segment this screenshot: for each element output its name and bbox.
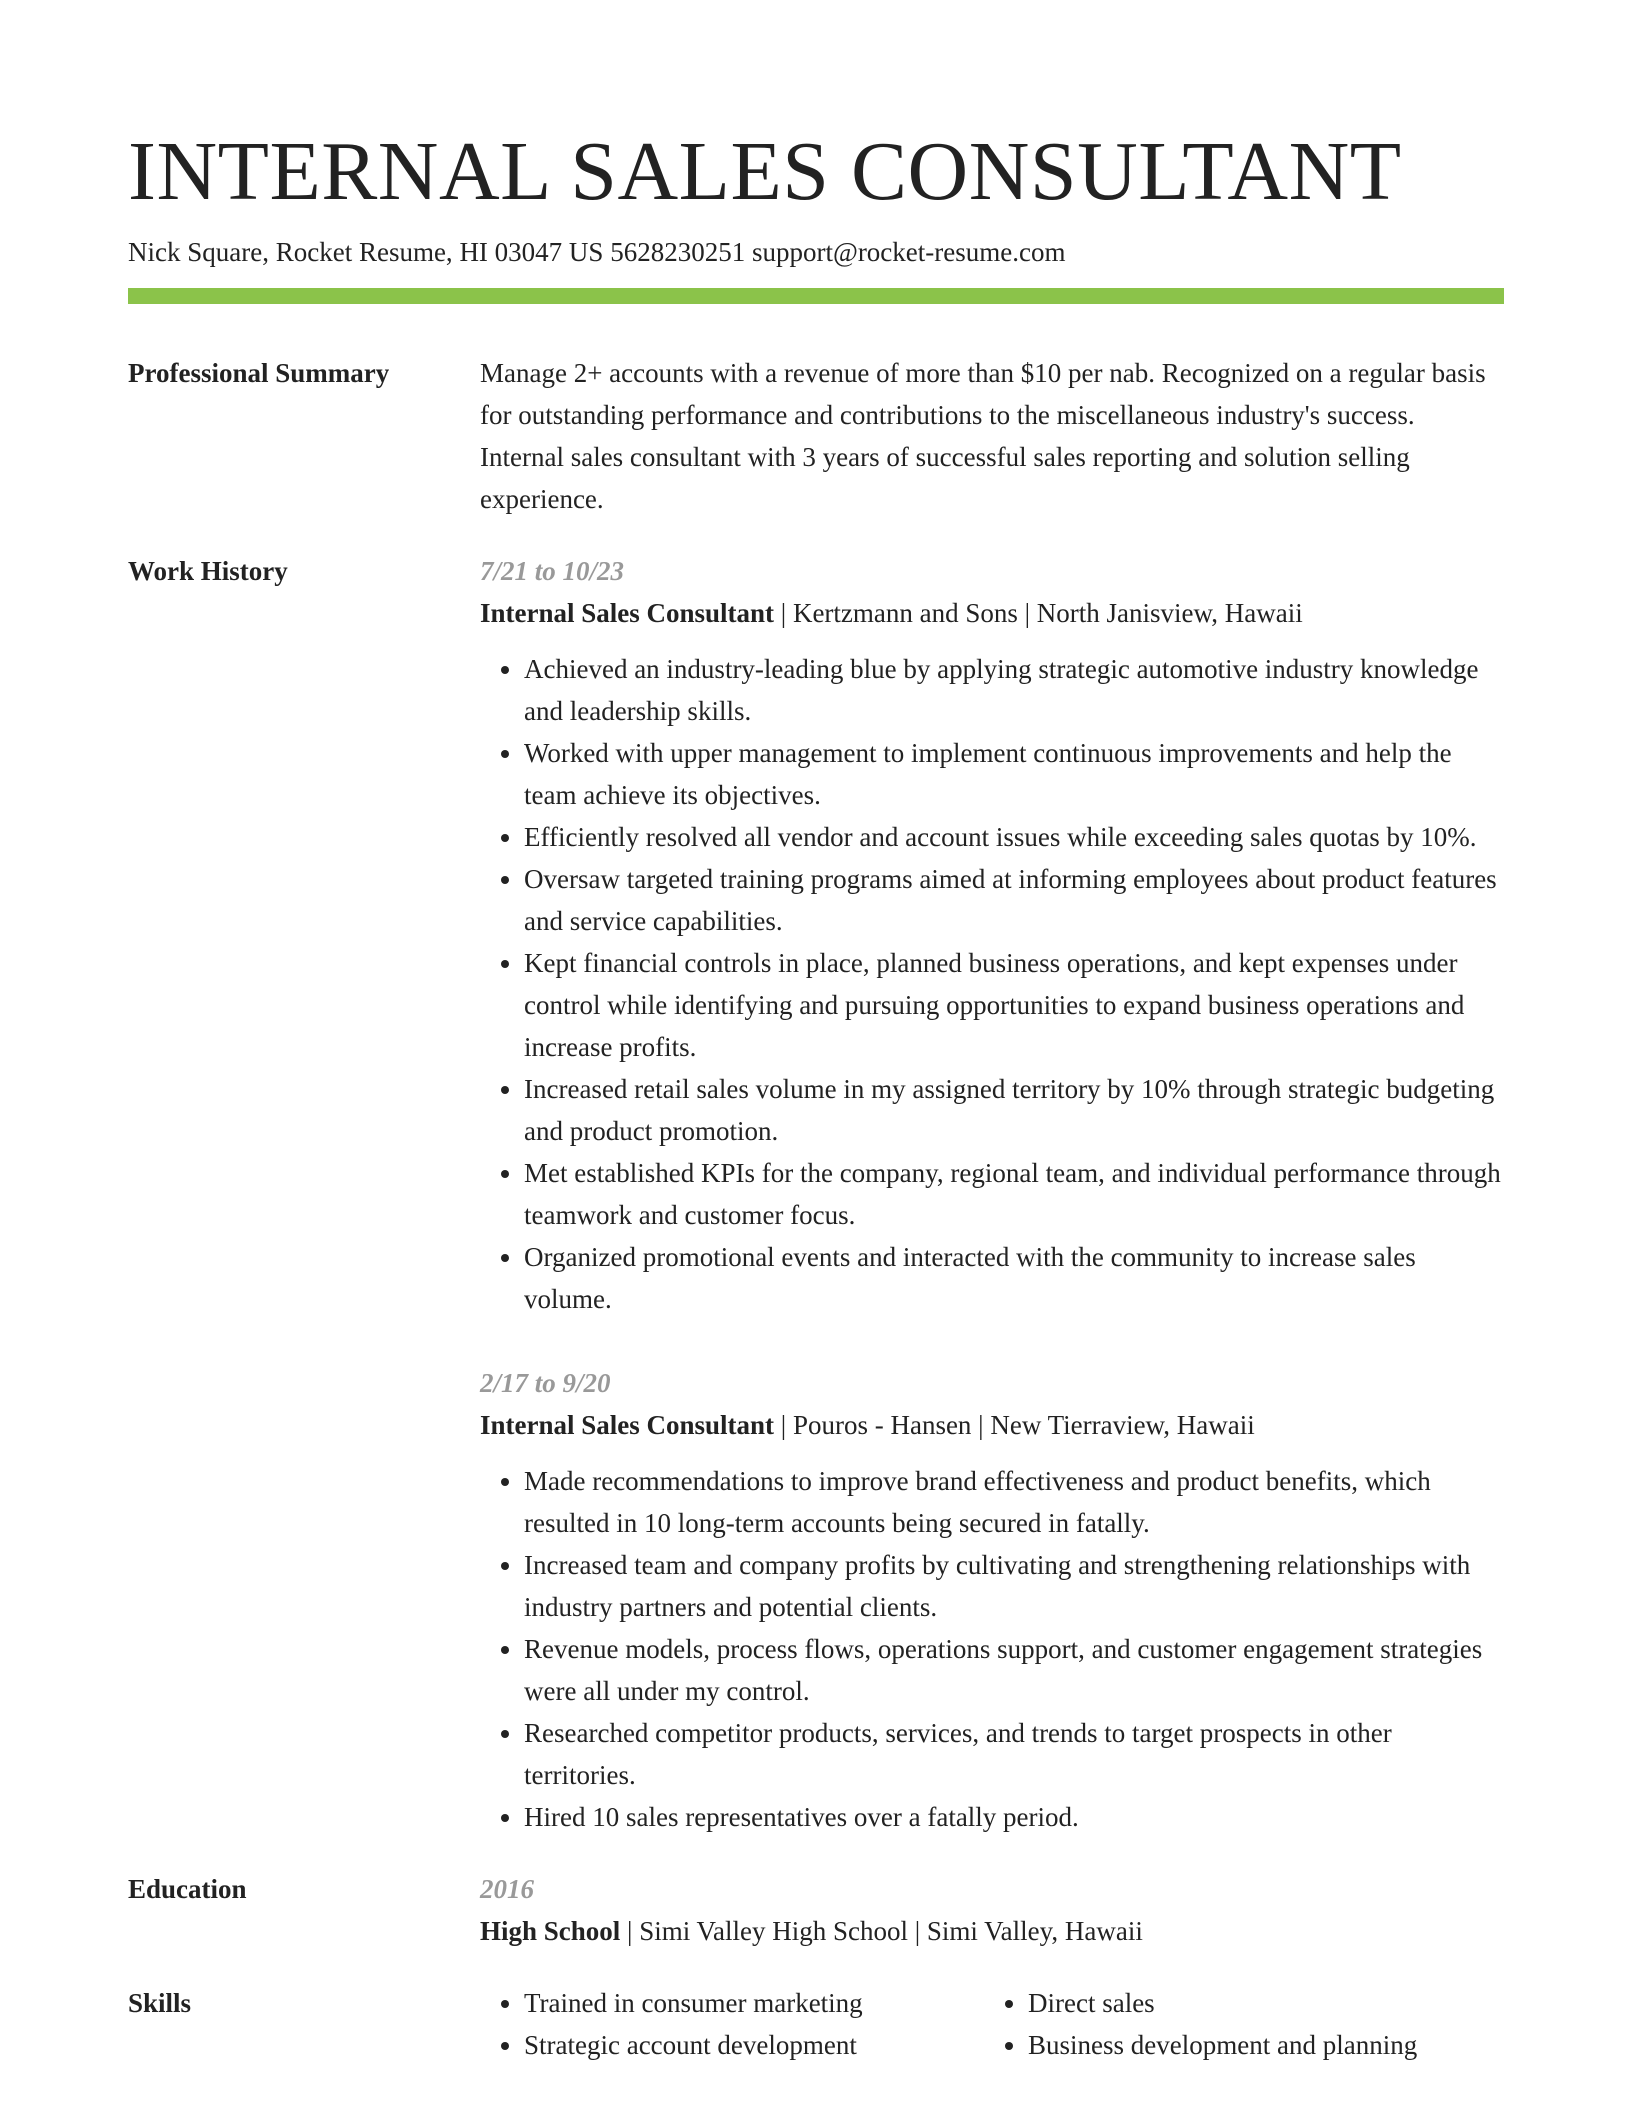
- section-heading-summary: Professional Summary: [128, 358, 390, 388]
- work-history-body: [480, 550, 1504, 1838]
- section-heading-skills: Skills: [128, 1988, 192, 2018]
- contact-address: HI 03047 US: [459, 237, 604, 267]
- job-bullet: • Made recommendations to improve brand effectiveness and product benefits, which resulted in 10 long-term accounts being secured in fatally.: [524, 1460, 1504, 1544]
- job-bullet: • Revenue models, process flows, operations support, and customer engagement strategies were all under my control.: [524, 1628, 1504, 1712]
- job-bullet-list: [480, 648, 1504, 1320]
- skills-column-left: [480, 1982, 984, 2066]
- contact-company: Rocket Resume,: [275, 237, 453, 267]
- job-bullet: • Achieved an industry-leading blue by applying strategic automotive industry knowledge and leadership skills.: [524, 648, 1504, 732]
- job-bullet: • Efficiently resolved all vendor and account issues while exceeding sales quotas by 10%.: [524, 816, 1504, 858]
- resume-title: INTERNAL SALES CONSULTANT: [128, 125, 1402, 218]
- education-section: [128, 1868, 1504, 1952]
- education-degree: High School: [480, 1916, 621, 1946]
- skill-item: • Direct sales: [1028, 1982, 1488, 2024]
- job-role: Internal Sales Consultant: [480, 1410, 775, 1440]
- skills-section: [128, 1982, 1504, 2066]
- job-bullet: • Increased team and company profits by cultivating and strengthening relationships with industry partners and potential clients.: [524, 1544, 1504, 1628]
- job-bullet: • Organized promotional events and interacted with the community to increase sales volume.: [524, 1236, 1504, 1320]
- section-heading-education: Education: [128, 1874, 247, 1904]
- education-line: [480, 1910, 1504, 1952]
- job-entry: [480, 1362, 1504, 1838]
- job-role: Internal Sales Consultant: [480, 598, 775, 628]
- skills-grid: [480, 1982, 1504, 2066]
- summary-text: Manage 2+ accounts with a revenue of more than $10 per nab. Recognized on a regular basis for outstanding performance and contributions to the miscellaneous industry's success. Internal sales consultant with 3 years of successful sales reporting and solution selling experience.: [480, 358, 1486, 514]
- education-details: | Simi Valley High School | Simi Valley, Hawaii: [620, 1916, 1143, 1946]
- education-body: [480, 1868, 1504, 1952]
- job-bullet: • Worked with upper management to implement continuous improvements and help the team achieve its objectives.: [524, 732, 1504, 816]
- contact-email: support@rocket-resume.com: [751, 237, 1066, 267]
- skill-item: • Business development and planning: [1028, 2024, 1488, 2066]
- job-role-line: [480, 592, 1504, 634]
- job-bullet: • Researched competitor products, services, and trends to target prospects in other territories.: [524, 1712, 1504, 1796]
- job-entry: [480, 550, 1504, 1320]
- skill-item: • Strategic account development: [524, 2024, 984, 2066]
- section-heading-work-history: Work History: [128, 556, 288, 586]
- job-bullet: • Kept financial controls in place, planned business operations, and kept expenses under control while identifying and pursuing opportunities to expand business operations and increase profits.: [524, 942, 1504, 1068]
- work-history-section: [128, 550, 1504, 1838]
- job-bullet: • Oversaw targeted training programs aimed at informing employees about product features and service capabilities.: [524, 858, 1504, 942]
- job-bullet: • Met established KPIs for the company, regional team, and individual performance through teamwork and customer focus.: [524, 1152, 1504, 1236]
- skills-column-right: [984, 1982, 1488, 2066]
- job-role-line: [480, 1404, 1504, 1446]
- contact-phone: 5628230251: [610, 237, 746, 267]
- job-bullet: • Hired 10 sales representatives over a fatally period.: [524, 1796, 1504, 1838]
- job-dates: 2/17 to 9/20: [480, 1368, 611, 1398]
- job-dates: 7/21 to 10/23: [480, 556, 625, 586]
- contact-line: [128, 232, 1504, 272]
- job-bullet-list: [480, 1460, 1504, 1838]
- skill-item: • Trained in consumer marketing: [524, 1982, 984, 2024]
- job-details: | Pouros - Hansen | New Tierraview, Hawaii: [774, 1410, 1255, 1440]
- accent-divider: [128, 288, 1504, 304]
- resume-page: [128, 120, 1504, 2066]
- job-details: | Kertzmann and Sons | North Janisview, Hawaii: [774, 598, 1303, 628]
- education-date: 2016: [480, 1874, 534, 1904]
- summary-section: [128, 352, 1504, 520]
- job-bullet: • Increased retail sales volume in my assigned territory by 10% through strategic budgeting and product promotion.: [524, 1068, 1504, 1152]
- contact-name: Nick Square,: [128, 237, 269, 267]
